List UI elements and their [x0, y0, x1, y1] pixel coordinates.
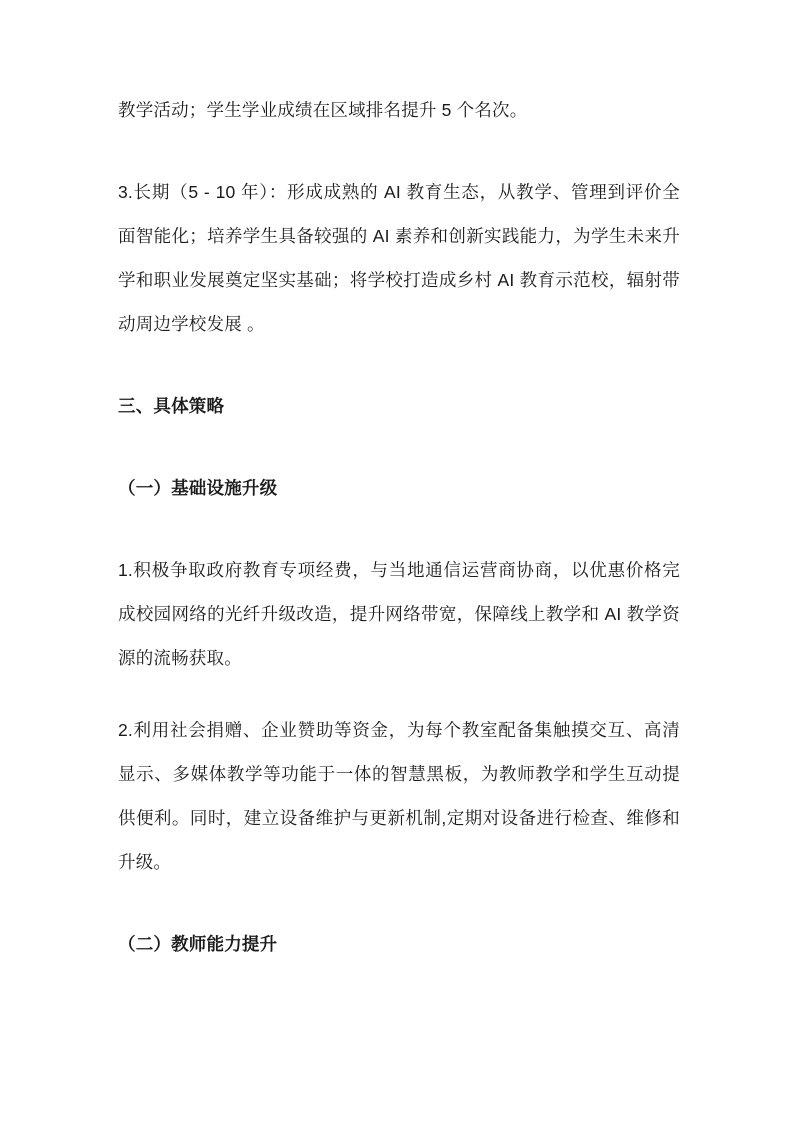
paragraph-continuation: 教学活动；学生学业成绩在区域排名提升 5 个名次。: [118, 100, 528, 120]
section-heading-strategies: 三、具体策略: [118, 396, 225, 416]
paragraph-network-upgrade: 1.积极争取政府教育专项经费，与当地通信运营商协商，以优惠价格完成校园网络的光纤升级改造，提升网络带宽，保障线上教学和 AI 教学资源的流畅获取。: [118, 560, 680, 668]
subsection-heading-infrastructure: （一）基础设施升级: [118, 478, 278, 498]
document-body: [118, 88, 680, 996]
paragraph-long-term-goal: 3.长期（5 - 10 年）：形成成熟的 AI 教育生态，从教学、管理到评价全面智能化；培养学生具备较强的 AI 素养和创新实践能力，为学生未来升学和职业发展奠定坚实基础；将学校打造成乡村 AI 教育示范校，辐射带动周边学校发展 。: [118, 182, 680, 334]
subsection-heading-teacher-capability: （二）教师能力提升: [118, 934, 278, 954]
paragraph-smart-blackboard: 2.利用社会捐赠、企业赞助等资金，为每个教室配备集触摸交互、高清显示、多媒体教学等功能于一体的智慧黑板，为教师教学和学生互动提供便利。同时，建立设备维护与更新机制,定期对设备进行检查、维修和升级。: [118, 720, 680, 872]
